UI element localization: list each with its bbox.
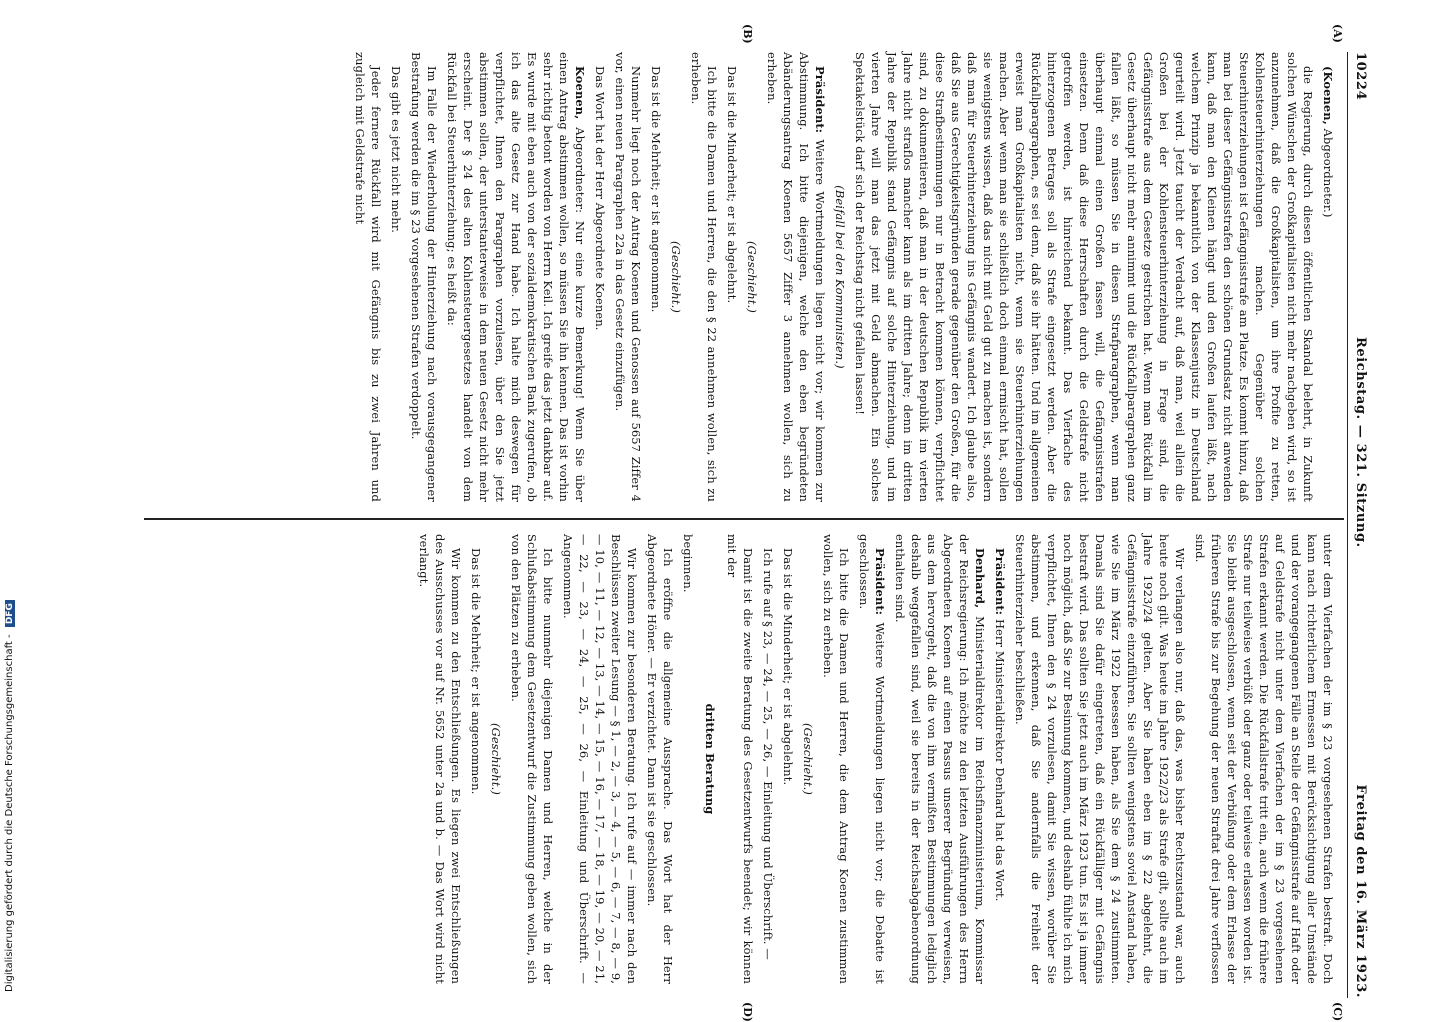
text-paragraph: Ich rufe auf § 23, — 24, — 25, — 26, — Einleitung und Überschrift. — bbox=[761, 548, 775, 960]
speaker-text: Weitere Wortmeldungen liegen nicht vor; die Debatte ist geschlossen. bbox=[857, 534, 887, 984]
text-paragraph: Das gibt es jetzt nicht mehr. bbox=[389, 66, 403, 234]
speaker-name: Präsident: bbox=[873, 548, 887, 616]
text-paragraph: Das ist die Mehrheit; er ist angenommen. bbox=[649, 66, 663, 313]
speaker-name: Koenen, bbox=[573, 66, 587, 120]
speaker-paragraph bbox=[992, 534, 1008, 984]
text-paragraph: Das ist die Minderheit; er ist abgelehnt. bbox=[781, 548, 795, 786]
session-title: Reichstag. — 321. Sitzung. bbox=[1353, 336, 1369, 548]
speaker-text: Abgeordneter: Nur eine kurze Bemerkung! Wenn Sie über einen Antrag abstimmen wollen, so müssen Sie ihn kennen. Das ist vorhin sehr richtig betont worden von Herrn Keil. Ich greife das jetzt dankbar auf. Es wurde mit eben auch von der sozialdemokratischen Bank zugerufen, ob ich das alte Gesetz zur Hand habe. Ich halte mich deswegen für verpflichtet, Ihnen den Paragraphen vorzulesen, über den Sie jetzt abstimmen sollen, der unterstanterweise in dem neuen Gesetz nicht mehr erscheint. Der § 24 des alten Kohlensteuergesetzes handelt von dem Rückfall bei Steuerhinterziehung; es heißt da: bbox=[445, 52, 587, 502]
text-paragraph: Wir kommen zu den Entschließungen. Es liegen zwei Entschließungen des Ausschusses vor auf Nr. 5652 unter 2a und b. — Das Wort wird nicht verlangt. bbox=[417, 534, 463, 984]
speaker-text: Weitere Wortmeldungen liegen nicht vor; wir kommen zur Abstimmung. Ich bitte diejenigen, welche den eben begründeten Abänderungsantrag Koenen 5657 Ziffer 3 annehmen wollen, sich zu erheben. bbox=[765, 52, 827, 502]
text-paragraph: beginnen. bbox=[681, 534, 695, 593]
stage-direction: (Geschieht.) bbox=[745, 240, 759, 313]
text-paragraph: Ich bitte die Damen und Herren, die den § 22 annehmen wollen, sich zu erheben. bbox=[689, 52, 719, 502]
section-heading: dritten Beratung bbox=[703, 703, 717, 815]
speaker-text: Herr Ministerialdirektor Denhard hat das Wort. bbox=[993, 618, 1007, 902]
dfg-logo: DFG bbox=[5, 600, 15, 627]
text-paragraph: Damit ist die zweite Beratung des Gesetzentwurfs beendet; wir können mit der bbox=[725, 534, 755, 984]
speaker-paragraph bbox=[892, 534, 988, 984]
stage-direction: (Geschieht.) bbox=[801, 722, 815, 795]
right-column bbox=[412, 534, 1336, 984]
text-paragraph: Wir verlangen also nur, daß das, was bisher Rechtszustand war, auch heute noch gilt. Was heute im Jahre 1922/23 als Strafe gilt, sollte auch im Jahre 1923/24 gelten. Aber Sie haben eben im § 22 abgelehnt, die Gefängnisstrafe einzuführen. Sie sollten wenigstens soviel Anstand haben, wie Sie im März 1922 besessen haben, als Sie dem § 24 zustimmten. Damals sind Sie dafür eingetreten, daß ein Rückfälliger mit Gefängnis bestraft wird. Das sollten Sie jetzt auch im März 1923 tun. Es ist ja immer noch möglich, daß Sie zur Besinnung kommen, und deshalb fühlte ich mich verpflichtet, Ihnen den § 24 vorzulesen, damit Sie wissen, worüber Sie abstimmen, und erkennen, daß Sie andernfalls die Freiheit der Steuerhinterzieher beschließen. bbox=[1013, 534, 1187, 984]
session-date: Freitag den 16. März 1923. bbox=[1353, 784, 1369, 998]
speaker-paragraph bbox=[764, 52, 828, 502]
text-paragraph: Ich bitte die Damen und Herren, die dem Antrag Koenen zustimmen wollen, sich zu erheben. bbox=[821, 534, 851, 984]
stage-direction: (Geschieht.) bbox=[489, 722, 503, 795]
speaker-name: Denhard, bbox=[973, 548, 987, 609]
digitization-footer bbox=[0, 0, 22, 1000]
speaker-text: Ministerialdirektor im Reichsfinanzministerium, Kommissar der Reichsregierung: Ich möchte zu den letzten Ausführungen des Herrn Abgeordneten Koenen auf einen Passus unserer Begründung verweisen, aus dem hervorgeht, daß die von ihm vermißten Bestimmungen lediglich deshalb weggefallen sind, weil sie bereits in der Reichsabgabenordnung enthalten sind. bbox=[893, 534, 987, 984]
text-paragraph: Nunmehr liegt noch der Antrag Koenen und Genossen auf 5657 Ziffer 4 vor, einen neuen Paragraphen 22a in das Gesetz einzufügen. bbox=[613, 52, 643, 502]
footer-credit: Digitalisierung gefördert durch die Deutsche Forschungsgemeinschaft - bbox=[4, 634, 15, 992]
text-paragraph: unter dem Vierfachen der im § 23 vorgesehenen Strafen bestraft. Doch kann nach richterlichem Ermessen mit Berücksichtigung aller Umstände und der vorangegangenen Fälle an Stelle der Gefängnisstrafe auf Haft oder auf Geldstrafe nicht unter dem Vierfachen der im § 23 vorgesehenen Strafen erkannt werden. Die Rückfallstrafe tritt ein, auch wenn die frühere Strafe nur teilweise verbüßt oder ganz oder teilweise erlassen worden ist. Sie bleibt ausgeschlossen, wenn seit der Verbüßung oder dem Erlasse der früheren Strafe bis zur Begehung der neuen Straftat drei Jahre verflossen sind. bbox=[1193, 534, 1335, 984]
speaker-name: Präsident: bbox=[993, 548, 1007, 616]
speaker-name: Präsident: bbox=[813, 66, 827, 134]
text-paragraph: Wir kommen zur besonderen Beratung. Ich rufe auf — immer nach den Beschlüssen zweiter Lesung — § 1, — 2, — 3, — 4, — 5, — 6, — 7, — 8, — 9, — 10, — 11, — 12, — 13, — 14, — 15, — 16, — 17, — 18, — 19, — 20, — 21, — 22, — 23, — 24, — 25, — 26, — Einleitung und Überschrift. — Angenommen. bbox=[561, 534, 639, 984]
document-page bbox=[102, 24, 1374, 1022]
text-paragraph: Ich eröffne die allgemeine Aussprache. Das Wort hat der Herr Abgeordnete Höner. — Er verzichtet. Dann ist sie geschlossen. bbox=[645, 534, 675, 984]
stage-direction: (Beifall bei den Kommunisten.) bbox=[833, 185, 847, 369]
text-paragraph: Das ist die Minderheit; er ist abgelehnt. bbox=[725, 66, 739, 304]
stage-direction: (Geschieht.) bbox=[669, 240, 683, 313]
left-column bbox=[348, 52, 1336, 502]
margin-marker-c: (C) bbox=[1331, 1002, 1344, 1022]
margin-marker-a: (A) bbox=[1331, 24, 1344, 43]
speaker-paragraph bbox=[1320, 52, 1336, 502]
column-divider bbox=[144, 518, 1344, 520]
page-number: 10224 bbox=[1353, 52, 1369, 101]
text-paragraph: Im Falle der Wiederholung der Hinterziehung nach vorausgegangener Bestrafung werden die im § 23 vorgesehenen Strafen verdoppelt. bbox=[409, 52, 439, 502]
text-paragraph: Jeder fernere Rückfall wird mit Gefängnis bis zu zwei Jahren und zugleich mit Geldstrafe nicht bbox=[353, 52, 383, 502]
speaker-name: (Koenen, bbox=[1321, 66, 1335, 125]
margin-marker-d: (D) bbox=[741, 1002, 754, 1022]
page-header bbox=[1347, 52, 1374, 998]
speaker-paragraph bbox=[856, 534, 888, 984]
text-paragraph: Ich bitte nunmehr diejenigen Damen und Herren, welche in der Schlußabstimmung dem Gesetzentwurf die Zustimmung geben wollen, sich von den Plätzen zu erheben. bbox=[509, 534, 555, 984]
margin-marker-b: (B) bbox=[741, 24, 754, 44]
text-paragraph: die Regierung, durch diesen öffentlichen Skandal belehrt, in Zukunft solchen Wünschen der Großkapitalisten nicht mehr nachgeben wird, so ist anzunehmen, daß die Großkapitalisten, um ihre Profite zu retten, Kohlensteuerhinterziehungen machen. Gegenüber solchen Steuerhinterziehungen ist Gefängnisstrafe am Platze. Es kommt hinzu, daß man bei dieser Gefängnisstrafen den schönen Grundsatz nicht anwenden kann, daß man den Kleinen hängt und den Großen laufen läßt, nach welchem Prinzip ja bekanntlich von der Klassenjustiz in Deutschland geurteilt wird. Jetzt taucht der Verdacht auf, daß man, weil allein die Großen bei der Kohlensteuerhinterziehung in Frage sind, die Gefängnisstrafe aus dem Gesetze gestrichen hat. Wenn man Rückfall im Gesetz überhaupt nicht mehr annimmt und die Rückfallparagraphen ganz fallen läßt, so müssen Sie in diesen Strafparagraphen, wenn man überhaupt einmal einen Großen fassen will, die Gefängnisstrafen einsetzen. Denn daß diese Herrschaften durch die Geldstrafe nicht getroffen werden, ist hinreichend bekannt. Das Vierfache des hinterzogenen Betrages soll als Strafe eingesetzt werden. Aber die Rückfallparagraphen, es sei denn, daß sie ihr hätten. Und im allgemeinen erweist man Großkapitalisten nicht, wenn sie Steuerhinterziehungen machen. Aber wenn man sie schließlich doch einmal ermischt hat, sollen sie wenigstens wissen, daß das nicht mit Geld gut zu machen ist, sondern daß man für Steuerhinterziehung ins Gefängnis wandert. Ich glaube also, daß Sie aus Gerechtigkeitsgründen gerade gegenüber den Großen, für die diese Strafbestimmungen nur in Betracht kommen können, verpflichtet sind, zu dokumentieren, daß man in der deutschen Republik im vierten Jahre nicht straflos mancher kann als im dritten Jahre; denn im dritten Jahre der Republik stand Gefängnis auf solche Hinterziehung, und im vierten Jahre will man das jetzt mit Geld abmachen. Ein solches Spektakelstück darf sich der Reichstag nicht gefallen lassen! bbox=[853, 52, 1315, 502]
speaker-text: Abgeordneter.) bbox=[1321, 128, 1335, 218]
speaker-paragraph bbox=[444, 52, 588, 502]
text-paragraph: Das Wort hat der Herr Abgeordnete Koenen. bbox=[593, 66, 607, 331]
text-paragraph: Das ist die Mehrheit; er ist angenommen. bbox=[469, 548, 483, 795]
